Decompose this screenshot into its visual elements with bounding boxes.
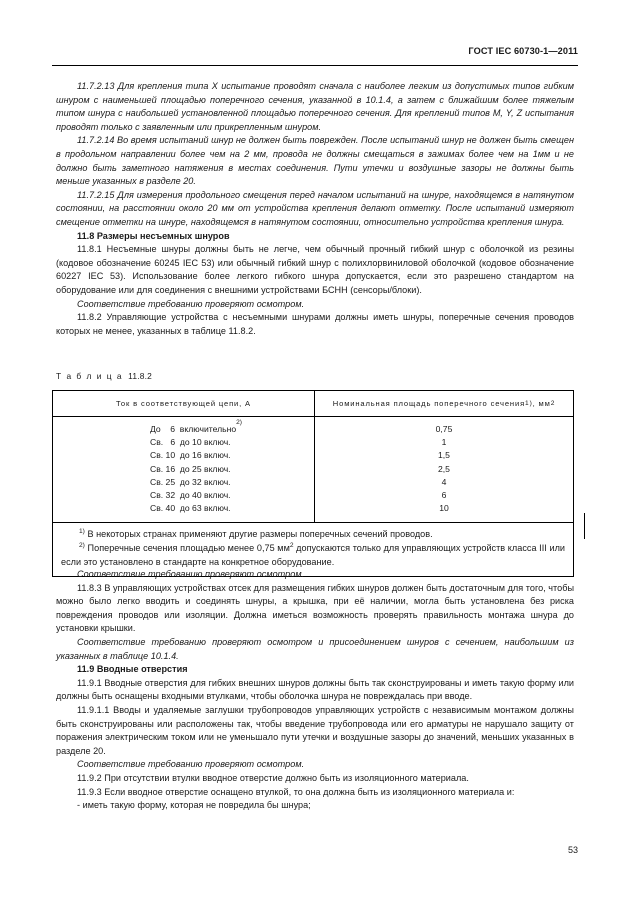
clause-11-7-2-14: 11.7.2.14 Во время испытаний шнур не должен быть поврежден. После испытаний шнур не должен быть смещен в продольном направлении более чем на 2 мм, провода не должны смещаться в зажимах более чем на 1мм и не должно быть заметного натяжения в местах соединения. Пути утечки и воздушные зазоры не должны быть меньше указанных в разделе 20. (56, 135, 574, 187)
table-row (53, 419, 314, 436)
clause-11-9-1-1: 11.9.1.1 Вводы и удаляемые заглушки трубопроводов управляющих устройств с независимым монтажом должны быть сконструированы или расположены так, чтобы введение трубопровода или его арматуры не нарушало защиту от поражения электрическим током или не уменьшало пути утечки и воздушные зазоры до значений, меньших указанных в разделе 20. (56, 704, 574, 756)
cell-current: Св. 16 до 25 включ. (150, 463, 231, 474)
table-footnote-1 (61, 528, 565, 542)
clause-11-9-1: 11.9.1 Вводные отверстия для гибких внешних шнуров должны быть так сконструированы и иметь такую форму или должны быть оснащены входными втулками, чтобы оболочка шнура не повреждалась при вводе. (56, 677, 574, 702)
clause-11-8-1: 11.8.1 Несъемные шнуры должны быть не легче, чем обычный прочный гибкий шнур с оболочкой из резины (кодовое обозначение 60245 IEC 53) или обычный гибкий шнур с полихлорвиниловой оболочкой (кодовое обозначение 60227 IEC 53). Использование более легкого гибкого шнура допускается, если это разрешено стандартом на оборудование или для соединения с внешними устройствами БСНН (сенсоры/блоки). (56, 244, 574, 295)
table-row (53, 502, 314, 515)
standard-designation: ГОСТ IEC 60730-1—2011 (468, 46, 578, 56)
conformity-note-3: Соответствие требованию проверяют осмотром и присоединением шнуров с сечением, наибольшим из указанных в таблице 10.1.4. (56, 636, 574, 661)
footnote-2-exponent: 2 (289, 541, 294, 549)
clause-11-8-3: 11.8.3 В управляющих устройствах отсек для размещения гибких шнуров должен быть достаточным для того, чтобы можно было легко вводить и соединять шнуры, а крышка, при её наличии, могла быть установлена без риска повреждения проводов или изоляции. Должна иметься возможность проверять правильность монтажа шнура до установки крышки. (56, 582, 574, 634)
cell-area: 1 (441, 437, 447, 448)
footnote-2-text-b: допускаются только для управляющих устройств класса III или если это установлено в стандарте на конкретное оборудование. (61, 543, 565, 567)
table-footnote-2 (61, 542, 565, 569)
table-header-row (53, 391, 573, 417)
footnote-ref-2: 2) (236, 419, 242, 426)
column-header-area: Номинальная площадь поперечного сечения 1) , мм 2 (332, 399, 556, 408)
cell-current: Св. 32 до 40 включ. (150, 490, 231, 501)
table-row (53, 449, 314, 462)
table-caption-number: 11.8.2 (128, 371, 152, 381)
table-row (53, 463, 314, 476)
footnote-marker-2: 2) (79, 541, 85, 549)
column-header-area-text: Номинальная площадь поперечного сечения (332, 399, 526, 408)
header-divider (52, 65, 578, 66)
table-row (53, 476, 314, 489)
cell-current: Св. 10 до 16 включ. (150, 450, 231, 461)
column-header-current: Ток в соответствующей цепи, А (53, 391, 315, 416)
conformity-note-1: Соответствие требованию проверяют осмотром. (77, 298, 305, 309)
clause-11-8-2: 11.8.2 Управляющие устройства с несъемными шнурами должны иметь шнуры, поперечные сечения проводов которых не менее, указанных в таблице 11.8.2. (56, 312, 574, 336)
footnote-2-text-a: Поперечные сечения площадью менее 0,75 мм (84, 543, 290, 554)
clause-11-7-2-13: 11.7.2.13 Для крепления типа Х испытание проводят сначала с наиболее легким из допустимых типов гибким шнуром с наименьшей площадью поперечного сечения, указанной в 10.1.4, а затем с ближайшим более тяжелым типом шнура с наибольшей установленной площадью поперечного сечения. Для креплений типов М, Y, Z испытания проводят только с заявленным или прикрепленным шнуром. (56, 81, 574, 132)
clause-11-9-3-item-a: - иметь такую форму, которая не повредила бы шнура; (77, 800, 311, 811)
clause-11-7-2-15: 11.7.2.15 Для измерения продольного смещения перед началом испытаний на шнуре, находящемся в натянутом состоянии, на расстоянии около 20 мм от устройства крепления делают отметку. После испытаний измеряют смещение отметки на шнуре, находящемся в натянутом состоянии, относительно устройства крепления шнура. (56, 189, 574, 227)
heading-11-8: 11.8 Размеры несъемных шнуров (77, 230, 230, 241)
table-column-current (53, 417, 315, 522)
table-column-area (315, 417, 573, 522)
cell-current: Св. 40 до 63 включ. (150, 503, 231, 514)
cell-area: 0,75 (435, 424, 453, 434)
clause-11-9-2: 11.9.2 При отсутствии втулки вводное отверстие должно быть из изоляционного материала. (77, 772, 469, 783)
cell-current: Св. 6 до 10 включ. (150, 437, 231, 448)
table-caption (56, 371, 152, 381)
change-bar-marker (584, 513, 585, 539)
page-header (52, 46, 578, 68)
table-caption-label: Т а б л и ц а (56, 371, 124, 381)
column-header-area-units: , мм (532, 399, 551, 408)
conformity-note-2: Соответствие требованию проверяют осмотром. (77, 569, 305, 579)
table-row (53, 489, 314, 502)
document-body (56, 80, 574, 338)
cell-area: 2,5 (438, 463, 450, 474)
clause-11-9-3: 11.9.3 Если вводное отверстие оснащено втулкой, то она должна быть из изоляционного материала и: (77, 786, 515, 797)
cell-area: 1,5 (438, 450, 450, 461)
footnote-marker-1: 1) (79, 528, 85, 536)
table-body (53, 417, 573, 523)
cell-current: Св. 25 до 32 включ. (150, 476, 231, 487)
cell-area: 10 (439, 503, 449, 514)
cell-area: 6 (441, 490, 447, 501)
cell-current: До 6 включительно (150, 424, 237, 434)
conformity-note-4: Соответствие требованию проверяют осмотром. (77, 759, 305, 770)
page-number: 53 (567, 845, 578, 855)
footnote-1-text: В некоторых странах применяют другие размеры поперечных сечений проводов. (84, 529, 433, 540)
document-body-lower (56, 568, 574, 813)
heading-11-9: 11.9 Вводные отверстия (77, 664, 188, 675)
table-row (53, 436, 314, 449)
cell-area: 4 (441, 476, 447, 487)
table-11-8-2 (52, 390, 574, 577)
